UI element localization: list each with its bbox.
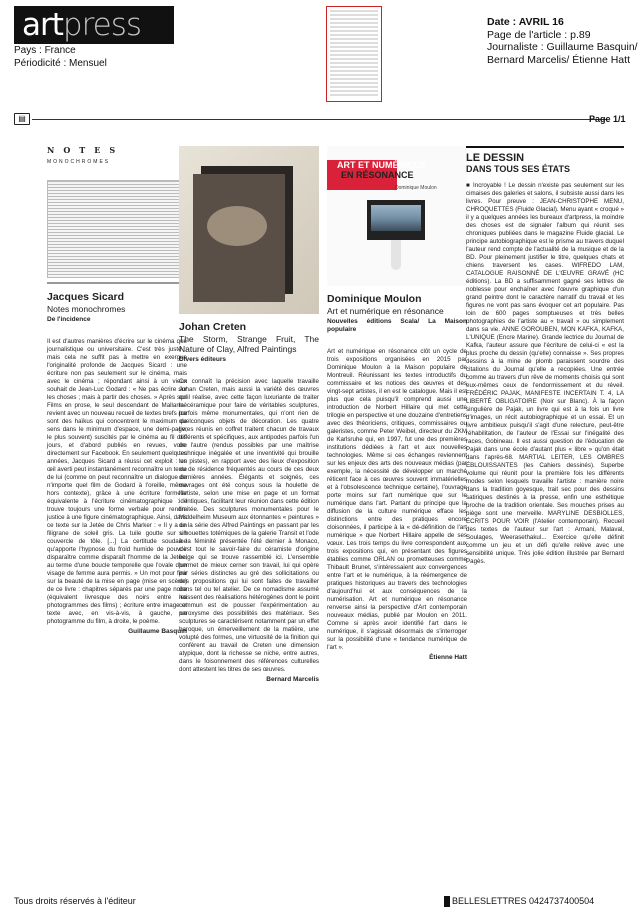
logo-light: press <box>62 7 142 43</box>
page-number: Page 1/1 <box>589 114 626 124</box>
feature-subheading: DANS TOUS SES ÉTATS <box>466 164 571 174</box>
dessin-feature <box>466 146 624 566</box>
date-label: Date : AVRIL 16 <box>487 16 564 28</box>
review-publisher: De l'incidence <box>47 316 91 323</box>
book-page-image <box>47 180 187 278</box>
image-divider <box>47 282 187 284</box>
heading-block <box>466 146 624 174</box>
periodicity-label: Périodicité : Mensuel <box>14 58 107 69</box>
rights-notice: Tous droits réservés à l'éditeur <box>14 896 136 906</box>
document-code <box>444 896 594 907</box>
publication-meta <box>14 44 107 70</box>
page-thumbnail <box>326 6 382 102</box>
review-body: Art et numérique en résonance clôt un cycle de trois expositions organisées en 2015 par Dominique Moulon à la Maison populaire de Montreuil. Réunissant les textes introductifs du commissaire et les notices des œuvres et des vingt-sept artistes, il en est le catalogue. Mais il est plus que cela puisqu'il comprend aussi une introduction de Norbert Hillaire qui met cette trilogie en perspective et une douzaine d'entretiens avec des théoriciens, critiques, commissaires ou galeristes, comme Peter Weibel, directeur du ZKM de Karlsruhe qui, en 1997, fut une des premières institutions dédiées à l'art et aux nouvelles technologies. Même si ces échanges reviennent sur les enjeux des arts des nouveaux médias (par exemple, la nécessité de développer un marché réticent face à ces œuvres souvent immatérielles et à l'obsolescence technique certaine), l'ouvrage porte moins sur l'art numérique que sur le numérique dans l'art. Partant du principe que la diffusion de la culture numérique efface les distinctions entre des pratiques encore cloisonnées, il participe à la « dé-définition de l'art numérique » que Norbert Hillaire appelle de ses vœux. Les trois temps du livre correspondent aux trois expositions qui, en présentant des figures établies comme ORLAN ou prometteuses comme Thibault Brunet, s'intéressaient aux convergences entre l'art et le numérique, à la réémergence de pratiques historiques au travers des technologies d'aujourd'hui et aux conséquences de la numérisation. Art et numérique en résonance renverse ainsi la perspective d'Art contemporain nouveaux médias, publié par Moulon en 2011. Comme si après avoir identifié l'art dans le numérique, il s'agissait désormais de s'interroger sur la possibilité d'une « tendance numérique de l'art ». <box>327 348 467 651</box>
book-cover <box>327 146 467 286</box>
review-title: The Storm, Strange Fruit, The Nature of Clay, Alfred Paintings <box>179 334 319 354</box>
book-subtitle: MONOCHROMES <box>47 159 111 165</box>
review-creten <box>179 146 319 684</box>
review-sicard <box>47 146 187 636</box>
review-author: Jacques Sicard <box>47 291 125 303</box>
review-title: Notes monochromes <box>47 304 126 314</box>
review-body: On connaît la précision avec laquelle travaille Johan Creten, mais aussi la variété des œuvres qu'il réalise, avec cette façon luxuriante de traiter la céramique pour faire de véritables sculptures, parfois même monumentales, qui n'ont rien de quelconques objets de décoration. Les quatre livres réunis en coffret traitent chacun de travaux différents et spécifiques, aux antipodes parfois l'un de l'autre (rendus possibles par une maîtrise technique inégalée et une inventivité qui brouille les pistes), en rapport avec des lieux d'exposition ou de résidence fréquentés au cours de ces deux dernières années. Élégants et soignés, ces ouvrages ont été conçus sous la houlette de l'artiste, selon une mise en page et un format identiques, facilitant leur réunion dans cette édition limitée. Des sculptures monumentales pour le Middelheim Museum aux étonnantes « peintures » de la série des Alfred Paintings en passant par les silhouettes totémiques de la galerie Transit et l'ode à la féminité présentée l'été dernier à Monaco, c'est tout le savoir-faire du céramiste d'origine belge qui se trouve rassemblé ici. L'ensemble permet de mieux cerner son travail, lui qui opère par séries distinctes au gré des sollicitations ou des propositions qui lui sont faites de travailler dans tel ou tel atelier. De ce nomadisme assumé naissent des réalisations hétérogènes dont le point commun est de pousser l'expérimentation au paroxysme des possibilités des matériaux. Ses sculptures se caractérisent notamment par un effet baroque, un émerveillement de la matière, une volupté des formes, une virtuosité de la finition qui confèrent au travail de Creten une dimension atypique, dont la richesse se niche, entre autres, dans le foisonnement des références culturelles dont attestent les titres de ses œuvres. <box>179 378 319 673</box>
article-meta <box>487 16 638 66</box>
review-body: Il est d'autres manières d'écrire sur le cinéma que journalistique ou universitaire. C'est très juste ; mais cela ne suffit pas à mettre en exergue l'originalité profonde de Jacques Sicard : une écriture non pas seulement sur le cinéma, mais avec le cinéma ; répondant ainsi à un vieux souhait de Jean-Luc Godard : « Ne pas écrire sur les choses ; mais à partir des choses. » Après son Films en prose, le seul descendant de Mallarmé revient avec un nouveau recueil de textes brefs (ce sont des haïkus qui concentrent le maximum de sens dans le minimum d'espace, une demi-page, le plus souvent) suscités par le cinéma au fil des jours, et d'abord publiés en revues, voire directement sur Facebook. En seulement quelques années, Jacques Sicard a réussi cet exploit : un œil averti peut instantanément reconnaître un texte de lui (comme on peut reconnaître un dialogue de n'importe quel film de Godard à l'oreille, même hors contexte), grâce à une écriture formelle équivalente à l'écriture cinématographique : il trouve toujours une forme verbale pour rendre justice à une figure cinématographique. Ainsi, dans ce texte sur la Jetée de Chris Marker : « Il y a un filigrane de soleil gris. La tuile goutte sur un couvercle de tôle. [...] La certitude soudaine qu'apporte l'hypnose du froid humide de pouvoir disparaître comme disparaît l'homme de la Jetée, au terme d'une boucle temporelle que l'ovale d'un visage de femme aura permis. » Un mot pour finir sur la beauté de la mise en page (mise en scène) de ce livre : chapitres séparés par une page noire (équivalent livresque des noirs entre les photogrammes des films) ; écriture entre image et texte avec, en vis-à-vis, à gauche, un photogramme du film, à droite, le poème. <box>47 338 187 625</box>
review-signature: Bernard Marcelis <box>266 676 319 683</box>
cover-line1: ART ET NUMÉRIQUE <box>337 160 427 170</box>
cover-line2: EN RÉSONANCE <box>341 170 414 180</box>
feature-heading: LE DESSIN <box>466 152 525 164</box>
screen-image <box>367 200 425 240</box>
review-signature: Guillaume Basquin <box>128 628 187 635</box>
book-title: NOTES <box>47 145 125 155</box>
review-publisher: Divers éditeurs <box>179 356 226 363</box>
journalist-label-2: Bernard Marcelis/ Étienne Hatt <box>487 53 630 66</box>
artpress-logo <box>14 6 174 44</box>
feature-body: ■ Incroyable ! Le dessin n'existe pas seulement sur les cimaises des galeries et salons, il subsiste aussi dans les livres. Pour preuve : JEAN-CHRISTOPHE MENU, CHROQUETTES (Fluide Glacial). Menu ayant « croqué » il y a quelques années les bureaux d'artpress, la moindre des choses est de signaler l'album qui réunit ses chroniques publiées dans le magazine Fluide glacial. Le principe autobiographique est le prisme au travers duquel l'auteur rend compte de l'actualité de la musique et de la BD. Pour pleinement justifier le titre, quelques chats et chiens traversent les cases. WIFREDO LAM, CATALOGUE RAISONNÉ DE L'ŒUVRE GRAVÉ (HC éditions). La BD a suffisamment gagné ses lettres de noblesse pour enchaîner avec l'œuvre graphique d'un grand peintre dont le caractère narratif du travail et les figures ne vont pas sans évoquer cet art populaire. Pas loin de 600 pages somptueuses et très belles photographies de l'artiste au « travail » ou simplement dans sa vie. ANNE GOROUBEN, MON KAFKA, KAFKA, L'UNIQUE (Encre Marine). Grande lectrice du Journal de Kafka, l'auteur assure que l'écriture de celui-ci « est la plus proche du dessin (qu'elle) connaisse ». Ses propres dessins à la mine de plomb paraissent sourdre des citations du Journal qu'elle a recopiées. Une entrée comme au travers d'un rêve de moments choisis qui sont eux-mêmes ceux de l'endormissement et du réveil. FRÉDÉRIC PAJAK, MANIFESTE INCERTAIN T. 4, LA LIBERTÉ OBLIGATOIRE (Noir sur Blanc). À la façon singulière de Pajak, un livre qui est à la fois un livre d'images, un récit autobiographique et un essai. Et un livre ambitieux puisqu'il s'agit d'une relecture, peut-être réhabilitation, de l'auteur de l'Essai sur l'inégalité des races, Gobineau. Il est aussi question de l'éducation de Pajak dans une école d'autant plus « libre » qu'on était dans l'après-68. MARTIAL LEITER, LES OMBRES ÉBLOUISSANTES (les Cahiers dessinés). Superbe volume qui réunit pour la première fois les différents modes selon lesquels travaille l'artiste : manière noire dans la tradition goyesque, trait sec pour des dessins satiriques destinés à la presse, enfin une esthétique proche de la tradition orientale. Ses mouches prises au piège sont une merveille. MARYLINE DESBIOLLES, ÉCRITS POUR VOIR (l'Atelier contemporain). Recueil des textes de l'auteur sur l'art : Armani, Malaval, Soulages, Weerasethakul... Exercice qu'elle définit comme un jeu et un défi qu'elle relève avec une sensibilité unique. Très jolie édition illustrée par Bernard Pagès. <box>466 182 624 565</box>
barcode-icon <box>444 896 450 907</box>
review-publisher: Nouvelles éditions Scala/ La Maison populaire <box>327 318 467 333</box>
review-moulon <box>327 146 467 662</box>
book-icon: ▤ <box>14 113 30 125</box>
review-signature: Étienne Hatt <box>429 654 467 661</box>
review-author: Johan Creten <box>179 321 247 333</box>
review-author: Dominique Moulon <box>327 293 422 305</box>
journalist-label: Journaliste : Guillaume Basquin/ <box>487 41 638 53</box>
logo-bold: art <box>22 7 63 43</box>
cover-author: Dominique Moulon <box>395 185 437 191</box>
header-divider <box>32 119 606 120</box>
page-label: Page de l'article : p.89 <box>487 28 591 41</box>
country-label: Pays : France <box>14 45 76 56</box>
box-photo <box>179 146 319 314</box>
document-code-text: BELLESLETTRES 0424737400504 <box>452 896 595 906</box>
review-title: Art et numérique en résonance <box>327 306 444 316</box>
